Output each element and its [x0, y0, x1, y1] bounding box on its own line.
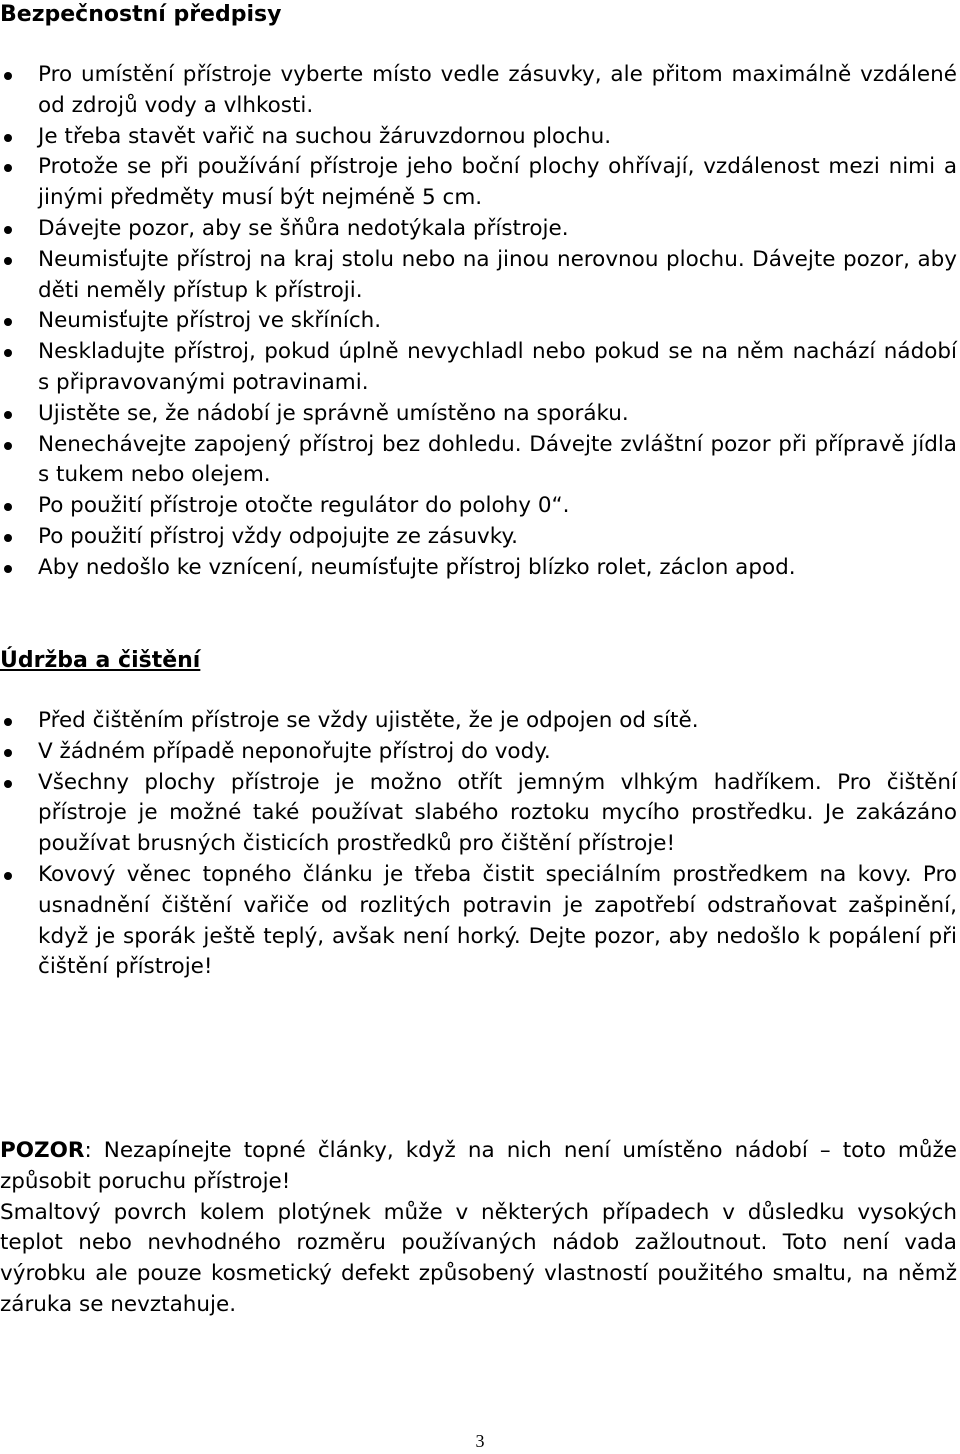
list-item: Neskladujte přístroj, pokud úplně nevychladl nebo pokud se na něm nachází nádobí s připravovanými potravinami. — [0, 337, 957, 399]
section-title-maintenance: Údržba a čištění — [0, 648, 201, 673]
list-item: Před čištěním přístroje se vždy ujistěte, že je odpojen od sítě. — [0, 706, 957, 737]
list-item: Ujistěte se, že nádobí je správně umístěno na sporáku. — [0, 399, 957, 430]
warning-label: POZOR — [0, 1138, 85, 1163]
list-item: Je třeba stavět vařič na suchou žáruvzdornou plochu. — [0, 122, 957, 153]
list-item: Po použití přístroje otočte regulátor do polohy 0“. — [0, 491, 957, 522]
list-item: Kovový věnec topného článku je třeba čistit speciálním prostředkem na kovy. Pro usnadnění čištění vařiče od rozlitých potravin je zapotřebí odstraňovat zašpinění, když je sporák ještě teplý, avšak není horký. Dejte pozor, aby nedošlo k popálení při čištění přístroje! — [0, 860, 957, 983]
page-number: 3 — [475, 1431, 485, 1451]
warning-paragraph — [0, 1136, 957, 1198]
enamel-notice: Smaltový povrch kolem plotýnek může v některých případech v důsledku vysokých teplot nebo nevhodného rozměru používaných nádob zažloutnout. Toto není vada výrobku ale pouze kosmetický defekt způsobený vlastností použitého smaltu, na němž záruka se nevztahuje. — [0, 1199, 957, 1317]
list-item: Protože se při používání přístroje jeho boční plochy ohřívají, vzdálenost mezi nimi a jinými předměty musí být nejméně 5 cm. — [0, 152, 957, 214]
list-item: Neumisťujte přístroj ve skříních. — [0, 306, 957, 337]
list-item: Neumisťujte přístroj na kraj stolu nebo na jinou nerovnou plochu. Dávejte pozor, aby děti neměly přístup k přístroji. — [0, 245, 957, 307]
list-item: Všechny plochy přístroje je možno otřít jemným vlhkým hadříkem. Pro čištění přístroje je možné také používat slabého roztoku mycího prostředku. Je zakázáno používat brusných čisticích prostředků pro čištění přístroje! — [0, 768, 957, 860]
list-item: Pro umístění přístroje vyberte místo vedle zásuvky, ale přitom maximálně vzdálené od zdrojů vody a vlhkosti. — [0, 60, 957, 122]
safety-list — [0, 60, 957, 584]
maintenance-list — [0, 706, 957, 983]
list-item: Aby nedošlo ke vznícení, neumísťujte přístroj blízko rolet, záclon apod. — [0, 553, 957, 584]
list-item: Nenechávejte zapojený přístroj bez dohledu. Dávejte zvláštní pozor při přípravě jídla s tukem nebo olejem. — [0, 430, 957, 492]
section-title-safety: Bezpečnostní předpisy — [0, 2, 282, 27]
warning-notice — [0, 1136, 957, 1321]
list-item: Po použití přístroj vždy odpojujte ze zásuvky. — [0, 522, 957, 553]
warning-text: : Nezapínejte topné články, když na nich není umístěno nádobí – toto může způsobit poruchu přístroje! — [0, 1138, 957, 1194]
list-item: Dávejte pozor, aby se šňůra nedotýkala přístroje. — [0, 214, 957, 245]
list-item: V žádném případě neponořujte přístroj do vody. — [0, 737, 957, 768]
